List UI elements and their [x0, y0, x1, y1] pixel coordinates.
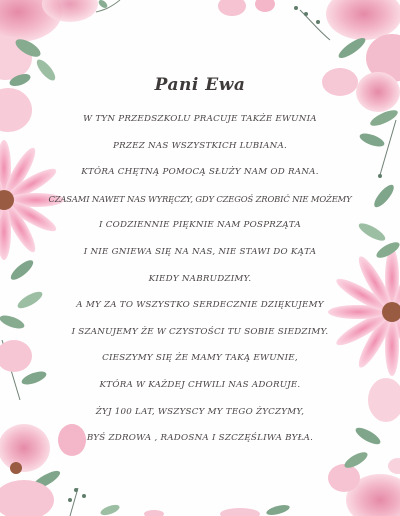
- poem-line: PRZEZ NAS WSZYSTKICH LUBIANA.: [112, 140, 288, 151]
- poem-line: KTÓRA W KAŻDEJ CHWILI NAS ADORUJE.: [99, 379, 301, 390]
- poem-line: I NIE GNIEWA SIĘ NA NAS, NIE STAWI DO KĄTA: [83, 246, 317, 257]
- bottom-right-flowers: [144, 449, 400, 516]
- poem-line: CZASAMI NAWET NAS WYRĘCZY, GDY CZEGOŚ ZROBIĆ NIE MOŻEMY: [48, 193, 352, 204]
- poem-line: A MY ZA TO WSZYSTKO SERDECZNIE DZIĘKUJEMY: [76, 300, 324, 311]
- poem-line: W TYN PRZEDSZKOLU PRACUJE TAKŻE EWUNIA: [83, 114, 317, 124]
- poem-body: [30, 106, 370, 452]
- poem-line: I CODZIENNIE PIĘKNIE NAM POSPRZĄTA: [99, 220, 301, 231]
- poem-line: ŻYJ 100 LAT, WSZYSCY MY TEGO ŻYCZYMY,: [95, 406, 305, 417]
- poem-line: KTÓRA CHĘTNĄ POMOCĄ SŁUŻY NAM OD RANA.: [81, 167, 319, 178]
- poem-line: BYŚ ZDROWA , RADOSNA I SZCZĘŚLIWA BYŁA.: [86, 433, 314, 444]
- poem-title: Pani Ewa: [154, 75, 246, 96]
- poem-line: CIESZYMY SIĘ ŻE MAMY TAKĄ EWUNIE,: [102, 353, 298, 364]
- poem-line: KIEDY NABRUDZIMY.: [148, 273, 252, 284]
- poem-line: I SZANUJEMY ŻE W CZYSTOŚCI TU SOBIE SIEDZIMY.: [71, 326, 329, 337]
